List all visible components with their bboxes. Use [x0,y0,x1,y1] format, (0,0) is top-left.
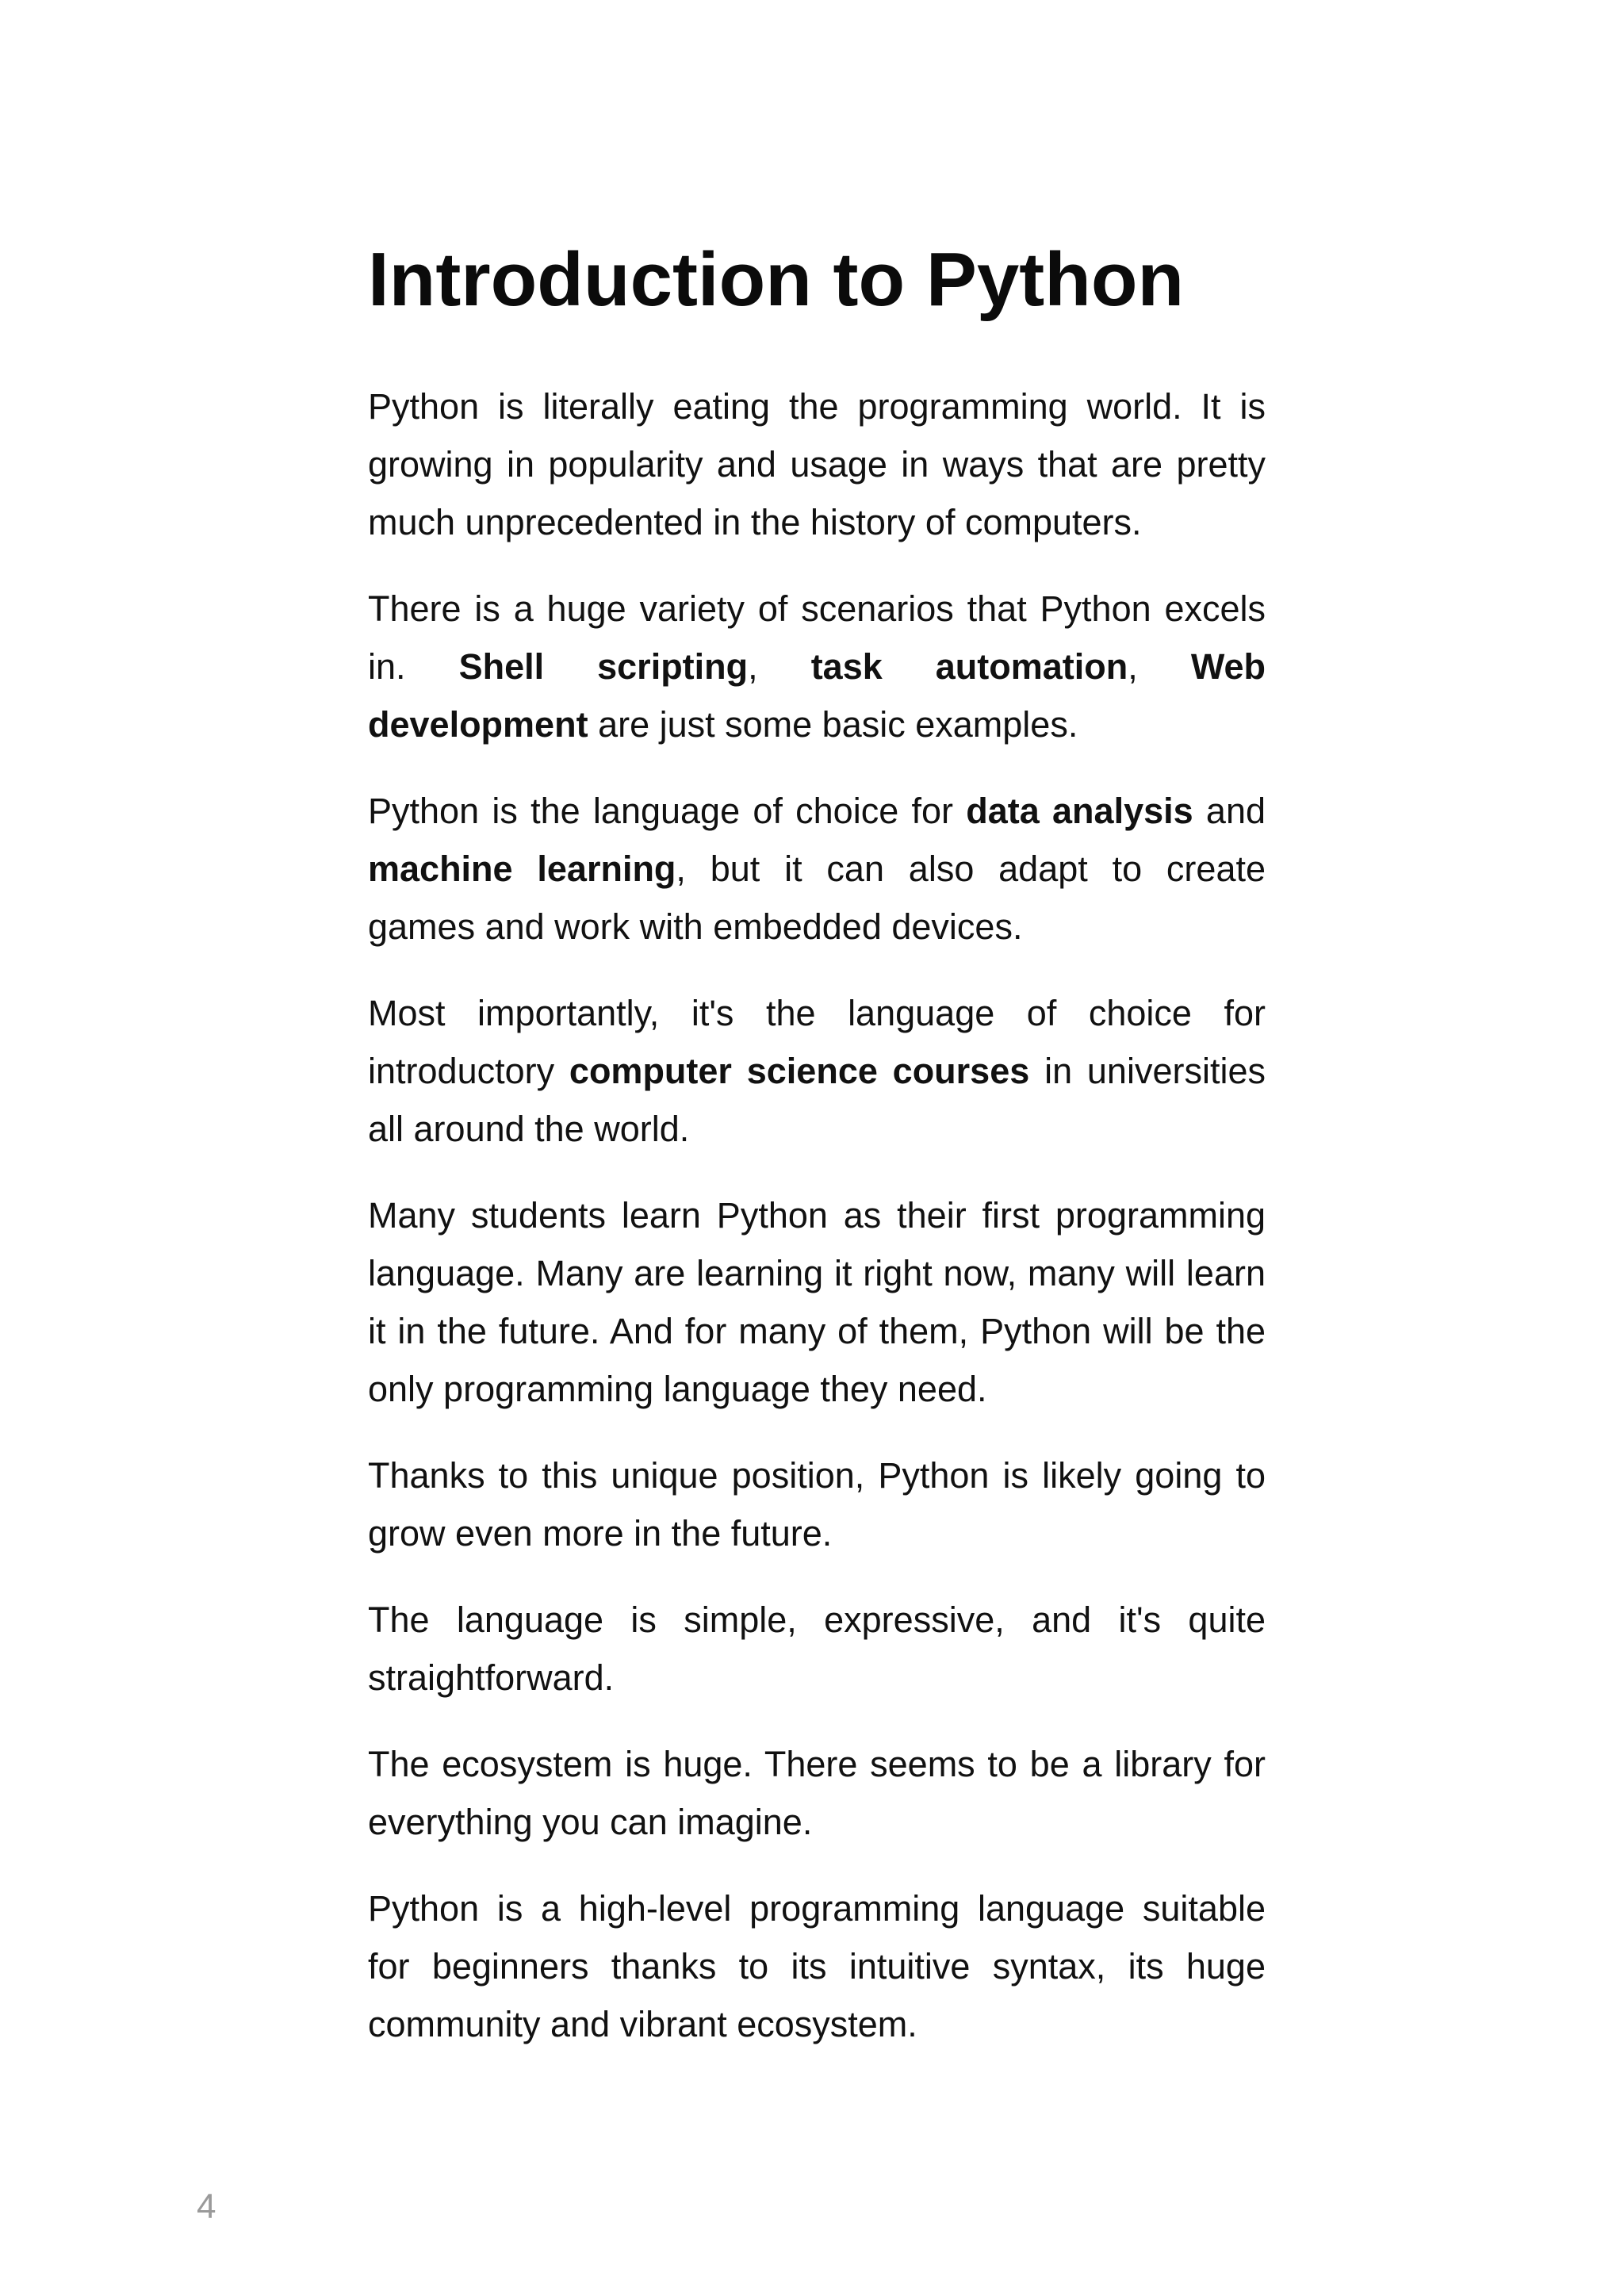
text-run: , [1128,646,1191,687]
text-run: The ecosystem is huge. There seems to be a library for everything you can imagine. [368,1743,1266,1842]
paragraph [368,1879,1266,2053]
paragraph [368,1591,1266,1707]
text-run: , [748,646,811,687]
text-run: and [1193,790,1266,831]
paragraph [368,984,1266,1158]
bold-text: Web development [368,646,1266,745]
bold-text: data analysis [966,790,1193,831]
paragraph [368,1446,1266,1562]
paragraph [368,782,1266,956]
paragraph [368,580,1266,753]
paragraph [368,377,1266,551]
page-content [368,238,1266,2082]
text-run: Python is literally eating the programming world. It is growing in popularity and usage in ways that are pretty much unprecedented in the history of computers. [368,385,1266,542]
text-run: Thanks to this unique position, Python is likely going to grow even more in the future. [368,1454,1266,1554]
paragraph [368,1186,1266,1418]
text-run: Python is the language of choice for [368,790,967,831]
text-run: The language is simple, expressive, and it's quite straightforward. [368,1599,1266,1698]
body-text [368,377,1266,2053]
text-run: are just some basic examples. [588,703,1078,745]
text-run: There is a huge variety of scenarios that Python excels in. [368,588,1266,687]
bold-text: computer science courses [569,1050,1030,1091]
page-title: Introduction to Python [368,237,1185,322]
text-run: in universities all around the world. [368,1050,1266,1149]
bold-text: task automation [810,646,1128,687]
bold-text: machine learning [368,848,676,889]
text-run: Many students learn Python as their first programming language. Many are learning it right now, many will learn it in the future. And for many of them, Python will be the only programming language they need. [368,1194,1266,1409]
text-run: , but it can also adapt to create games and work with embedded devices. [368,848,1266,947]
text-run: Most importantly, it's the language of choice for introductory [368,992,1266,1091]
page-number: 4 [197,2187,216,2226]
bold-text: Shell scripting [458,646,749,687]
text-run: Python is a high-level programming language suitable for beginners thanks to its intuitive syntax, its huge community and vibrant ecosystem. [368,1887,1266,2044]
paragraph [368,1735,1266,1851]
